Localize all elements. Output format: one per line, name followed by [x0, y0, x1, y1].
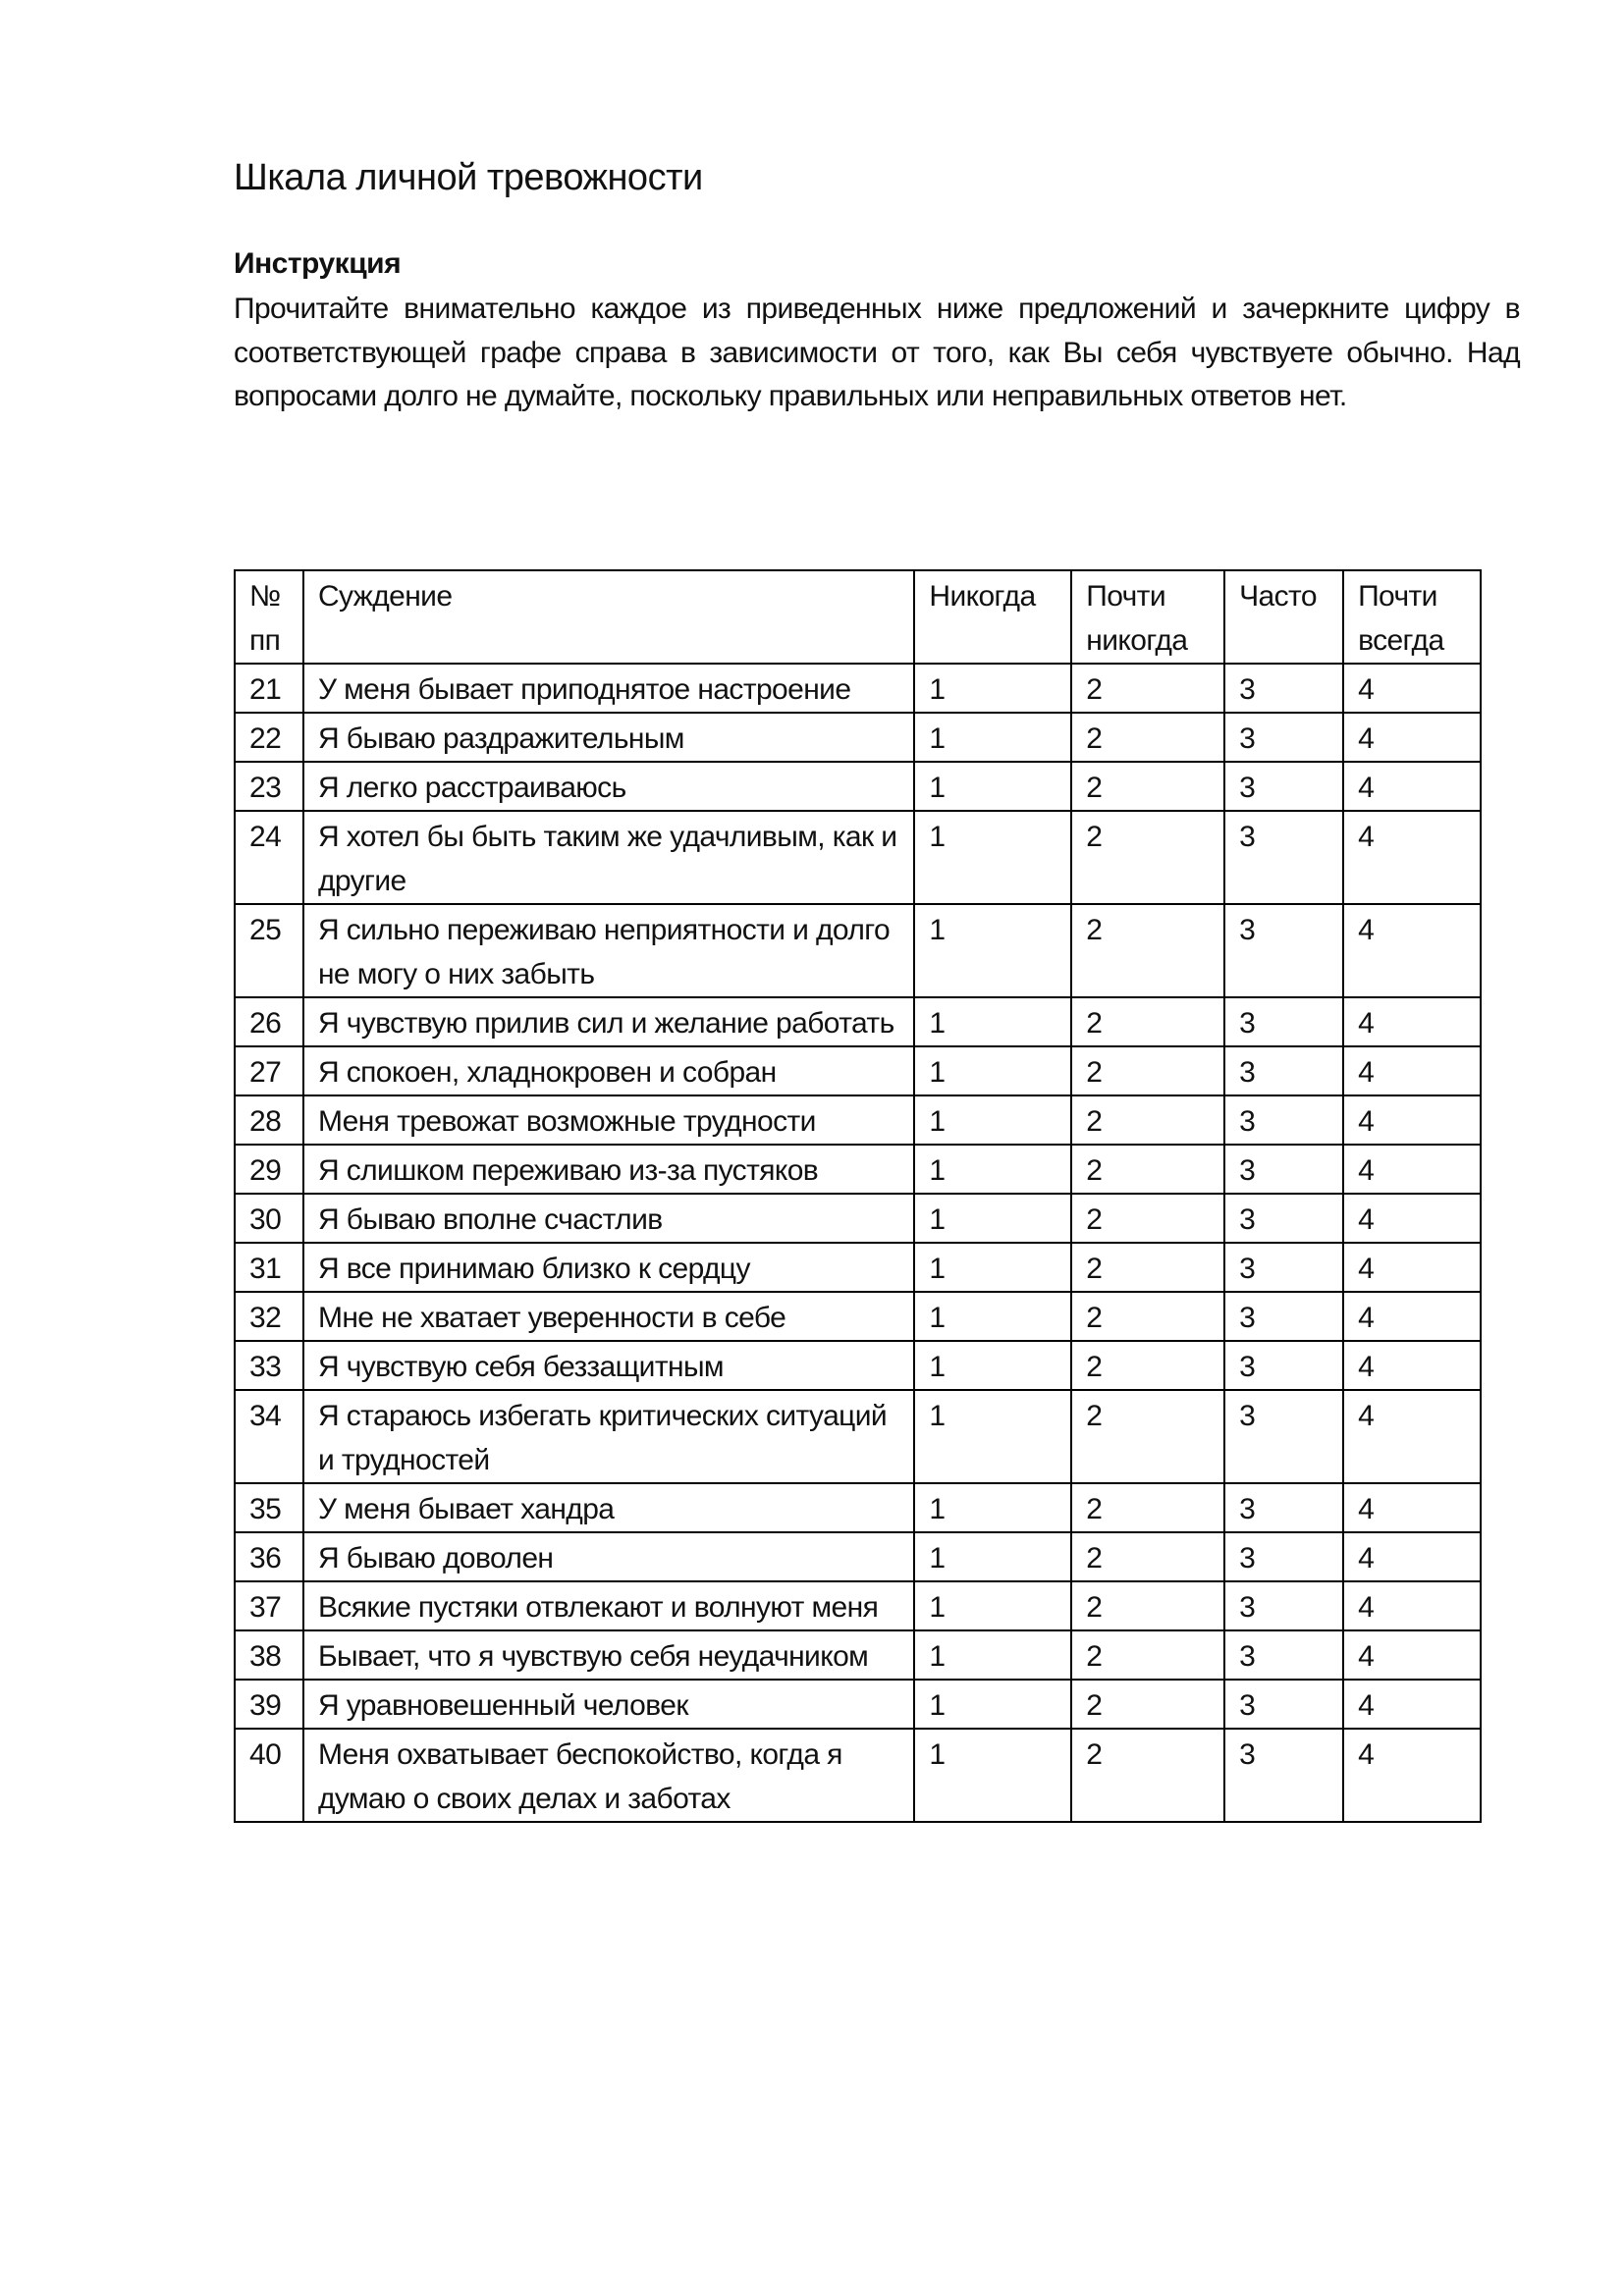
row-number: 31 [235, 1243, 303, 1292]
option-almost-always[interactable]: 4 [1343, 1145, 1481, 1194]
option-often[interactable]: 3 [1224, 1581, 1343, 1630]
row-number: 33 [235, 1341, 303, 1390]
row-number: 38 [235, 1630, 303, 1680]
option-almost-never[interactable]: 2 [1071, 1532, 1224, 1581]
row-statement: Я сильно переживаю неприятности и долго не могу о них забыть [303, 904, 914, 997]
option-never[interactable]: 1 [914, 1194, 1071, 1243]
option-never[interactable]: 1 [914, 1483, 1071, 1532]
row-statement: Я хотел бы быть таким же удачливым, как и другие [303, 811, 914, 904]
option-often[interactable]: 3 [1224, 713, 1343, 762]
row-statement: Я спокоен, хладнокровен и собран [303, 1046, 914, 1095]
option-almost-always[interactable]: 4 [1343, 811, 1481, 904]
header-often: Часто [1224, 570, 1343, 664]
option-often[interactable]: 3 [1224, 762, 1343, 811]
row-number: 22 [235, 713, 303, 762]
option-almost-always[interactable]: 4 [1343, 1630, 1481, 1680]
option-almost-always[interactable]: 4 [1343, 1243, 1481, 1292]
questionnaire-table [234, 569, 1482, 1823]
table-row [235, 1581, 1481, 1630]
option-almost-never[interactable]: 2 [1071, 1046, 1224, 1095]
option-often[interactable]: 3 [1224, 1341, 1343, 1390]
option-almost-always[interactable]: 4 [1343, 1729, 1481, 1822]
option-almost-never[interactable]: 2 [1071, 1243, 1224, 1292]
option-never[interactable]: 1 [914, 1341, 1071, 1390]
row-number: 23 [235, 762, 303, 811]
table-row [235, 1532, 1481, 1581]
row-statement: Я уравновешенный человек [303, 1680, 914, 1729]
option-often[interactable]: 3 [1224, 1243, 1343, 1292]
option-almost-never[interactable]: 2 [1071, 1145, 1224, 1194]
table-row [235, 811, 1481, 904]
option-almost-always[interactable]: 4 [1343, 1095, 1481, 1145]
option-never[interactable]: 1 [914, 1390, 1071, 1483]
option-never[interactable]: 1 [914, 1145, 1071, 1194]
table-row [235, 1630, 1481, 1680]
table-row [235, 1095, 1481, 1145]
page-title: Шкала личной тревожности [234, 157, 703, 198]
option-almost-always[interactable]: 4 [1343, 1581, 1481, 1630]
option-never[interactable]: 1 [914, 762, 1071, 811]
row-statement: У меня бывает хандра [303, 1483, 914, 1532]
row-statement: Я бываю вполне счастлив [303, 1194, 914, 1243]
option-almost-never[interactable]: 2 [1071, 1483, 1224, 1532]
option-never[interactable]: 1 [914, 904, 1071, 997]
option-never[interactable]: 1 [914, 1243, 1071, 1292]
row-number: 35 [235, 1483, 303, 1532]
option-often[interactable]: 3 [1224, 1630, 1343, 1680]
table-row [235, 762, 1481, 811]
option-almost-always[interactable]: 4 [1343, 1483, 1481, 1532]
option-almost-never[interactable]: 2 [1071, 1194, 1224, 1243]
row-number: 26 [235, 997, 303, 1046]
option-often[interactable]: 3 [1224, 1292, 1343, 1341]
row-statement: Я чувствую прилив сил и желание работать [303, 997, 914, 1046]
table-row [235, 1680, 1481, 1729]
option-almost-never[interactable]: 2 [1071, 1581, 1224, 1630]
table-row [235, 904, 1481, 997]
option-never[interactable]: 1 [914, 664, 1071, 713]
option-never[interactable]: 1 [914, 811, 1071, 904]
option-often[interactable]: 3 [1224, 904, 1343, 997]
option-never[interactable]: 1 [914, 713, 1071, 762]
option-almost-always[interactable]: 4 [1343, 1046, 1481, 1095]
row-number: 32 [235, 1292, 303, 1341]
table-row [235, 1390, 1481, 1483]
row-number: 39 [235, 1680, 303, 1729]
option-almost-never[interactable]: 2 [1071, 713, 1224, 762]
option-often[interactable]: 3 [1224, 997, 1343, 1046]
table-row [235, 1194, 1481, 1243]
option-often[interactable]: 3 [1224, 1046, 1343, 1095]
row-number: 36 [235, 1532, 303, 1581]
option-never[interactable]: 1 [914, 1630, 1071, 1680]
row-number: 27 [235, 1046, 303, 1095]
row-number: 37 [235, 1581, 303, 1630]
table-row [235, 1483, 1481, 1532]
header-statement: Суждение [303, 570, 914, 664]
table-row [235, 1243, 1481, 1292]
option-almost-always[interactable]: 4 [1343, 1194, 1481, 1243]
option-almost-always[interactable]: 4 [1343, 1341, 1481, 1390]
table-row [235, 1292, 1481, 1341]
option-often[interactable]: 3 [1224, 1095, 1343, 1145]
row-statement: Я все принимаю близко к сердцу [303, 1243, 914, 1292]
row-statement: Я стараюсь избегать критических ситуаций и трудностей [303, 1390, 914, 1483]
header-almost-never: Почти никогда [1071, 570, 1224, 664]
row-number: 24 [235, 811, 303, 904]
row-statement: Я слишком переживаю из-за пустяков [303, 1145, 914, 1194]
option-often[interactable]: 3 [1224, 1194, 1343, 1243]
option-almost-always[interactable]: 4 [1343, 664, 1481, 713]
instruction-text: Прочитайте внимательно каждое из приведенных ниже предложений и зачеркните цифру в соответствующей графе справа в зависимости от того, как Вы себя чувствуете обычно. Над вопросами долго не думайте, поскольку правильных или неправильных ответов нет. [234, 293, 1520, 412]
option-almost-always[interactable]: 4 [1343, 1532, 1481, 1581]
option-never[interactable]: 1 [914, 1581, 1071, 1630]
option-often[interactable]: 3 [1224, 1680, 1343, 1729]
row-statement: Бывает, что я чувствую себя неудачником [303, 1630, 914, 1680]
option-almost-always[interactable]: 4 [1343, 1390, 1481, 1483]
instruction-heading: Инструкция [234, 247, 402, 280]
row-number: 30 [235, 1194, 303, 1243]
option-almost-never[interactable]: 2 [1071, 1630, 1224, 1680]
option-often[interactable]: 3 [1224, 1532, 1343, 1581]
row-statement: Всякие пустяки отвлекают и волнуют меня [303, 1581, 914, 1630]
option-almost-always[interactable]: 4 [1343, 1680, 1481, 1729]
row-number: 34 [235, 1390, 303, 1483]
option-never[interactable]: 1 [914, 1292, 1071, 1341]
option-often[interactable]: 3 [1224, 1729, 1343, 1822]
option-often[interactable]: 3 [1224, 1145, 1343, 1194]
option-almost-never[interactable]: 2 [1071, 1341, 1224, 1390]
option-almost-never[interactable]: 2 [1071, 904, 1224, 997]
row-number: 21 [235, 664, 303, 713]
option-almost-never[interactable]: 2 [1071, 1680, 1224, 1729]
option-often[interactable]: 3 [1224, 664, 1343, 713]
table-row [235, 997, 1481, 1046]
table-row [235, 713, 1481, 762]
option-never[interactable]: 1 [914, 1046, 1071, 1095]
row-number: 29 [235, 1145, 303, 1194]
option-almost-never[interactable]: 2 [1071, 1095, 1224, 1145]
table-row [235, 1046, 1481, 1095]
header-never: Никогда [914, 570, 1071, 664]
option-never[interactable]: 1 [914, 1729, 1071, 1822]
row-statement: Я легко расстраиваюсь [303, 762, 914, 811]
option-never[interactable]: 1 [914, 997, 1071, 1046]
option-almost-never[interactable]: 2 [1071, 1390, 1224, 1483]
row-number: 25 [235, 904, 303, 997]
row-statement: Я чувствую себя беззащитным [303, 1341, 914, 1390]
option-almost-always[interactable]: 4 [1343, 762, 1481, 811]
row-statement: У меня бывает приподнятое настроение [303, 664, 914, 713]
row-statement: Мне не хватает уверенности в себе [303, 1292, 914, 1341]
option-almost-never[interactable]: 2 [1071, 664, 1224, 713]
option-never[interactable]: 1 [914, 1680, 1071, 1729]
row-statement: Я бываю раздражительным [303, 713, 914, 762]
table-row [235, 664, 1481, 713]
option-never[interactable]: 1 [914, 1532, 1071, 1581]
row-statement: Я бываю доволен [303, 1532, 914, 1581]
table-header-row [235, 570, 1481, 664]
option-almost-never[interactable]: 2 [1071, 1729, 1224, 1822]
option-almost-never[interactable]: 2 [1071, 811, 1224, 904]
table-row [235, 1341, 1481, 1390]
option-almost-always[interactable]: 4 [1343, 997, 1481, 1046]
row-number: 28 [235, 1095, 303, 1145]
option-often[interactable]: 3 [1224, 1390, 1343, 1483]
option-almost-never[interactable]: 2 [1071, 1292, 1224, 1341]
table-row [235, 1729, 1481, 1822]
option-almost-never[interactable]: 2 [1071, 997, 1224, 1046]
option-often[interactable]: 3 [1224, 1483, 1343, 1532]
row-statement: Меня тревожат возможные трудности [303, 1095, 914, 1145]
option-almost-always[interactable]: 4 [1343, 1292, 1481, 1341]
option-almost-always[interactable]: 4 [1343, 713, 1481, 762]
header-number: № пп [235, 570, 303, 664]
row-number: 40 [235, 1729, 303, 1822]
option-often[interactable]: 3 [1224, 811, 1343, 904]
option-never[interactable]: 1 [914, 1095, 1071, 1145]
table-row [235, 1145, 1481, 1194]
option-almost-always[interactable]: 4 [1343, 904, 1481, 997]
option-almost-never[interactable]: 2 [1071, 762, 1224, 811]
header-almost-always: Почти всегда [1343, 570, 1481, 664]
row-statement: Меня охватывает беспокойство, когда я думаю о своих делах и заботах [303, 1729, 914, 1822]
